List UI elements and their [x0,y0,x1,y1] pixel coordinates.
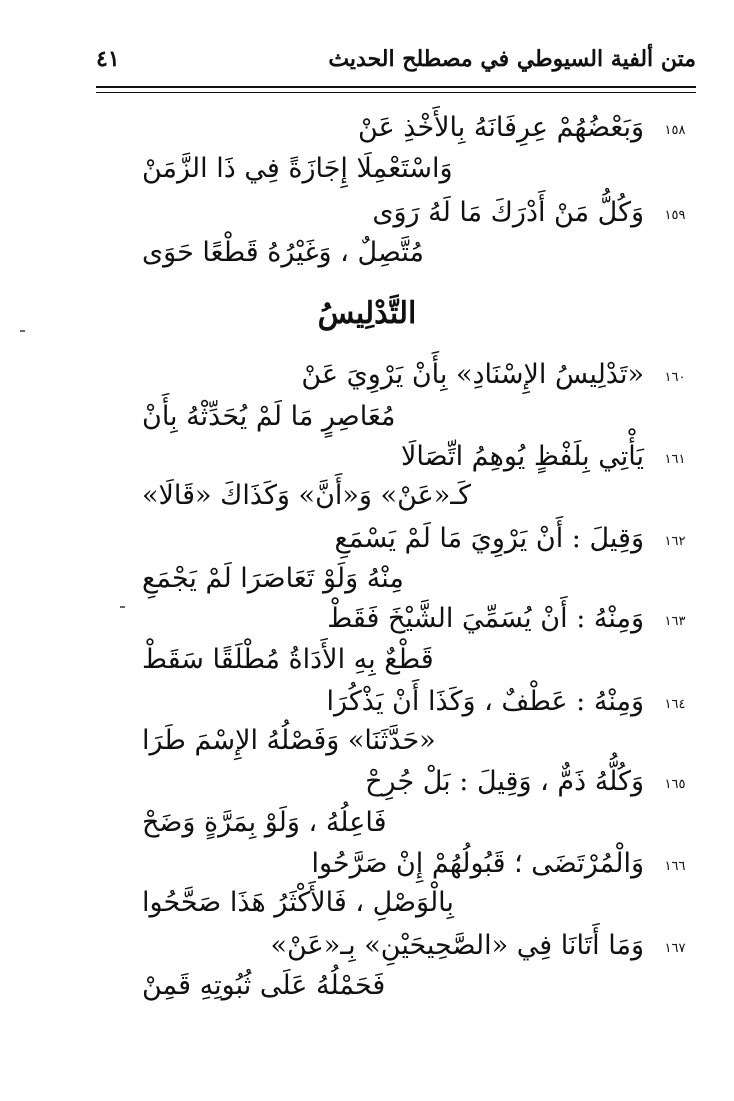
verse-first-hemistich: وَالْمُرْتَضَى ؛ قَبُولُهُمْ إِنْ صَرَّحُوا [311,848,644,879]
verse-number: ١٦٠ [664,370,686,385]
verse-second-hemistich: «حَدَّثَنَا» وَفَصْلُهُ الإِسْمَ طَرَا [142,725,436,756]
verse-number: ١٦٣ [664,614,686,629]
verse-first-hemistich: «تَدْلِيسُ الإِسْنَادِ» بِأَنْ يَرْوِيَ عَنْ [301,359,644,390]
verse-first-hemistich: وَمِنْهُ : عَطْفٌ ، وَكَذَا أَنْ يَذْكُرَا [326,686,644,717]
verse-first-hemistich: وَكُلُّ مَنْ أَدْرَكَ مَا لَهُ رَوَى [372,197,644,228]
verse-second-hemistich: قَطْعٌ بِهِ الأَدَاةُ مُطْلَقًا سَقَطْ [142,644,434,675]
verse-number: ١٦٥ [664,777,686,792]
scan-speck [120,606,125,608]
page-number: ٤١ [96,46,120,72]
verse-second-hemistich: فَاعِلُهُ ، وَلَوْ بِمَرَّةٍ وَضَحْ [142,807,387,838]
header-rule-thin [96,92,696,93]
verse-second-hemistich: بِالْوَصْلِ ، فَالأَكْثَرُ هَذَا صَحَّحُوا [142,887,454,918]
verse-number: ١٦٢ [664,534,686,549]
verse-number: ١٥٨ [664,123,686,138]
verse-second-hemistich: مُعَاصِرٍ مَا لَمْ يُحَدِّثْهُ بِأَنْ [142,401,396,432]
running-title: متن ألفية السيوطي في مصطلح الحديث [328,46,696,72]
verse-number: ١٥٩ [664,208,686,223]
verse-first-hemistich: وَقِيلَ : أَنْ يَرْوِيَ مَا لَمْ يَسْمَعِ [334,523,644,554]
verse-number: ١٦٤ [664,697,686,712]
verse-number: ١٦٦ [664,859,686,874]
verse-first-hemistich: وَكُلُّهُ ذَمٌّ ، وَقِيلَ : بَلْ جُرِحْ [365,766,644,797]
verse-second-hemistich: فَحَمْلُهُ عَلَى ثُبُوتِهِ قَمِنْ [142,970,386,1001]
verse-first-hemistich: وَمَا أَتَانَا فِي «الصَّحِيحَيْنِ» بِـ«عَنْ» [270,930,644,961]
verse-number: ١٦٧ [664,941,686,956]
section-heading: التَّدْلِيسُ [317,296,417,331]
header-rule-thick [96,86,696,88]
verse-first-hemistich: وَمِنْهُ : أَنْ يُسَمِّيَ الشَّيْخَ فَقَطْ [327,603,644,634]
verse-second-hemistich: مُتَّصِلٌ ، وَغَيْرُهُ قَطْعًا حَوَى [142,237,424,268]
verse-second-hemistich: مِنْهُ وَلَوْ تَعَاصَرَا لَمْ يَجْمَعِ [142,563,404,594]
verse-second-hemistich: كَـ«عَنْ» وَ«أَنَّ» وَكَذَاكَ «قَالَا» [142,480,472,511]
verse-second-hemistich: وَاسْتَعْمِلَا إِجَازَةً فِي ذَا الزَّمَنْ [142,153,453,184]
running-header [96,42,696,82]
verse-first-hemistich: وَبَعْضُهُمْ عِرِفَانَهُ بِالأَخْذِ عَنْ [358,112,644,143]
verse-first-hemistich: يَأْتِي بِلَفْظٍ يُوهِمُ اتِّصَالَا [401,441,644,472]
scan-speck [20,330,25,332]
verse-number: ١٦١ [664,452,686,467]
